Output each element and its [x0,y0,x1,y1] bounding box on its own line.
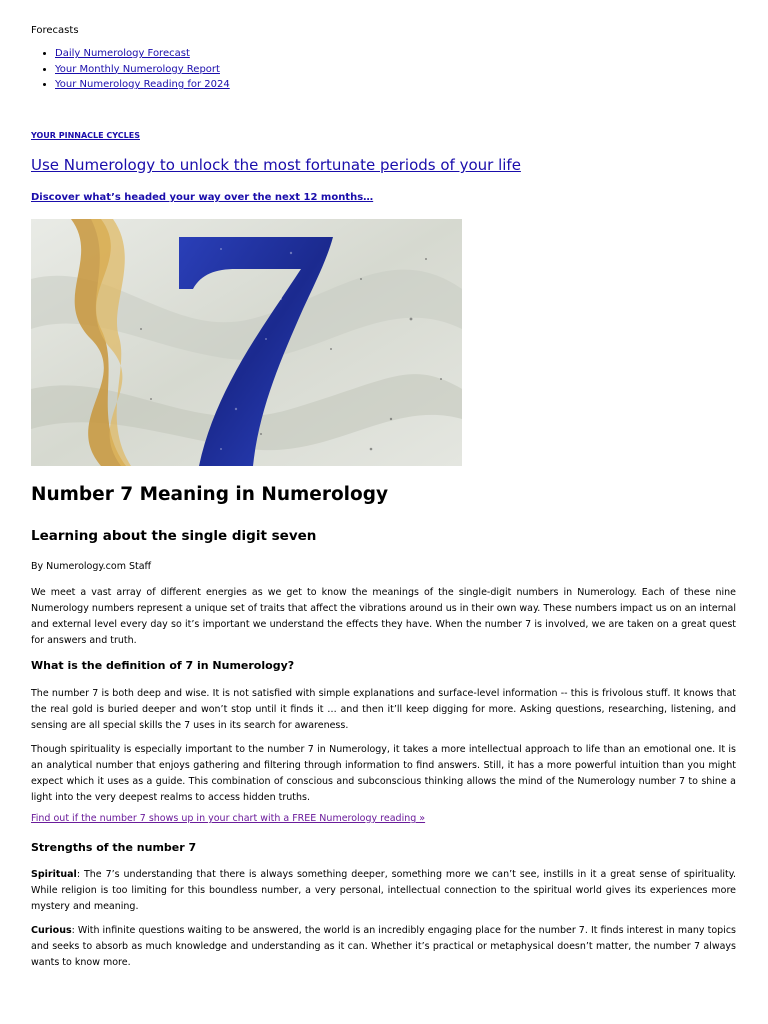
list-item [55,62,230,78]
definition-paragraph-1: The number 7 is both deep and wise. It is not satisfied with simple explanations and surface-level information -- this is frivolous stuff. It knows that the real gold is buried deeper and won’t stop until it finds it … and then it’ll keep digging for more. Asking questions, researching, listening, and sensing are all special skills the 7 uses in its search for awareness. [31,688,736,731]
article-subtitle: Learning about the single digit seven [31,528,317,544]
strengths-heading: Strengths of the number 7 [31,841,197,854]
definition-heading: What is the definition of 7 in Numerology? [31,659,295,672]
free-reading-link[interactable]: Find out if the number 7 shows up in your chart with a FREE Numerology reading » [31,813,426,824]
promo-subtitle-link[interactable]: Discover what’s headed your way over the next 12 months… [31,192,374,203]
byline: By Numerology.com Staff [31,561,152,572]
definition-paragraph-2: Though spirituality is especially important to the number 7 in Numerology, it takes a more intellectual approach to life than an emotional one. It is an analytical number that enjoys gathering and filtering through information to find answers. Still, it has a more powerful intuition than you might expect which it uses as a guide. This combination of conscious and subconscious thinking allows the mind of the Numerology number 7 to shine a light into the very deepest realms to access hidden truths. [31,744,736,803]
strength-text: : The 7’s understanding that there is always something deeper, something more we can’t see, instills in it a great sense of spirituality. While religion is too limiting for this boundless number, a very personal, intellectual connection to the spiritual world gives its experiences more mystery and meaning. [31,869,736,912]
yearly-reading-link[interactable]: Your Numerology Reading for 2024 [55,79,230,90]
strength-text: : With infinite questions waiting to be answered, the world is an incredibly engaging place for the number 7. It finds interest in many topics and seeks to absorb as much knowledge and understanding as it can. Whether it’s practical or metaphysical doesn’t matter, the number 7 always wants to know more. [31,925,736,968]
strength-label: Spiritual [31,869,77,880]
pinnacle-cycles-link[interactable]: YOUR PINNACLE CYCLES [31,131,140,140]
article-title: Number 7 Meaning in Numerology [31,484,389,505]
strength-spiritual-paragraph [31,867,736,915]
hero-image [31,219,462,466]
strength-curious-paragraph [31,923,736,971]
forecasts-heading: Forecasts [31,25,79,36]
list-item [55,46,230,62]
forecast-links [31,46,230,93]
list-item [55,77,230,93]
strength-label: Curious [31,925,72,936]
intro-paragraph: We meet a vast array of different energies as we get to know the meanings of the single-digit numbers in Numerology. Each of these nine Numerology numbers represent a unique set of traits that affect the vibrations around us in their own way. These numbers impact us on an internal and external level every day so it’s important we understand the effects they have. When the number 7 is involved, we are taken on a great quest for answers and truth. [31,587,736,646]
promo-title-link[interactable]: Use Numerology to unlock the most fortunate periods of your life [31,156,521,174]
daily-forecast-link[interactable]: Daily Numerology Forecast [55,48,190,59]
monthly-report-link[interactable]: Your Monthly Numerology Report [55,63,220,75]
marble-seven-illustration [31,219,462,466]
